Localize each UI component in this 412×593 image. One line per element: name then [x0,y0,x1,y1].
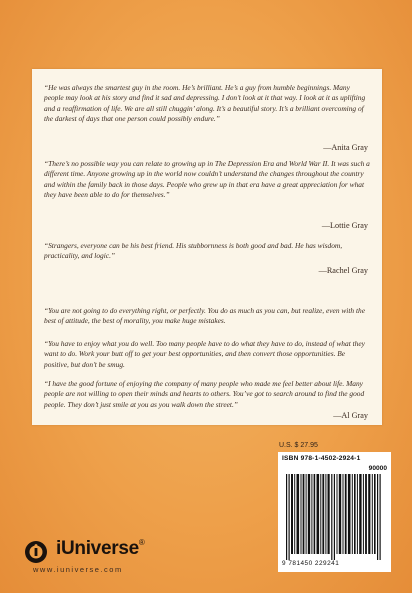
isbn-number: ISBN 978-1-4502-2924-1 [282,455,361,462]
quote-al-3 [44,379,370,410]
quote-text: “There’s no possible way you can relate to growing up in The Depression Era and World War II. It was such a different time. Anyone growing up in the world now couldn’t understand the changes throughout the country and within the family back in those days. People who grew up in that era have a great appreciation for what they have been able to do for themselves.” [44,159,370,200]
barcode-image [284,474,384,560]
attribution-rachel: —Rachel Gray [318,266,368,275]
publisher-website: www.iuniverse.com [33,565,123,574]
quote-lottie [44,159,370,201]
attribution-al: —Al Gray [333,411,368,420]
publisher-name: iUniverse [56,538,139,559]
quote-text: “Strangers, everyone can be his best friend. His stubbornness is both good and bad. He has wisdom, practicality, and logic.” [44,241,343,261]
quote-rachel [44,241,370,262]
attribution-lottie: —Lottie Gray [321,221,368,230]
quote-anita [44,83,370,125]
isbn-barcode-block [278,452,391,572]
quote-al-1 [44,306,370,327]
price-label: U.S. $ 27.95 [279,442,318,449]
quote-al-2 [44,339,370,370]
quote-text: “I have the good fortune of enjoying the company of many people who made me feel better about life. Many people are not willing to open their minds and hearts to others. You’ve got to search around to find the good people. They don’t just smile at you as you walk down the street.” [44,379,365,409]
isbn-price-code: 90000 [368,465,387,472]
quote-text: “You have to enjoy what you do well. Too many people have to do what they have to do, instead of what they want to do. Work your butt off to get your best opportunities, and then convert those opportunities. Be positive, but don’t be smug. [44,339,365,369]
publisher-logo-text [56,538,144,560]
iuniverse-logo-icon [24,540,54,564]
barcode-digits: 9 781450 229241 [282,560,340,567]
registered-mark: ® [138,538,145,547]
attribution-anita: —Anita Gray [323,143,368,152]
quotes-panel [32,69,382,425]
quote-text: “He was always the smartest guy in the room. He’s brilliant. He’s a guy from humble beginnings. Many people may look at his story and find it sad and depressing. I don’t look at it that way. I look at it as uplifting and a reaffirmation of life. We are all still chuggin’ along. It’s a beautiful story. It’s a brilliant overcoming of the darkest of days that one person could possibly endure.” [44,83,366,124]
quote-text: “You are not going to do everything right, or perfectly. You do as much as you can, but realize, even with the best of attitude, the best of morality, you make huge mistakes. [44,306,365,326]
